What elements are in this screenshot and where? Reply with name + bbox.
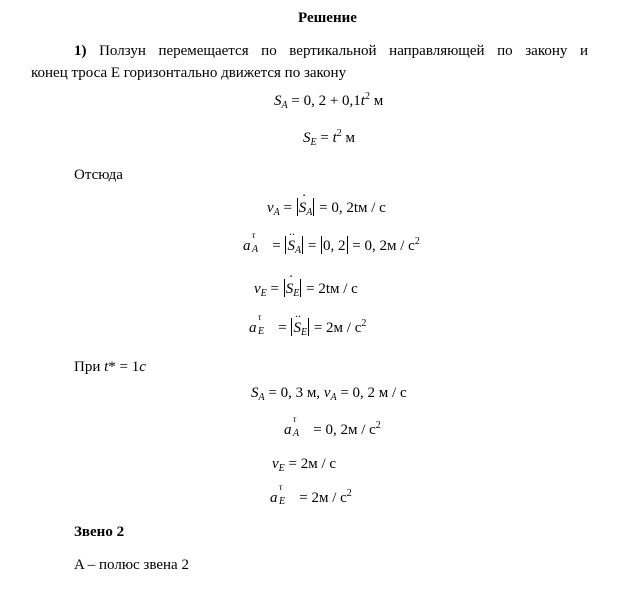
equation-se: $S_E = t^2$ м (303, 128, 355, 148)
values-aa: a τ A = 0, $2м / c^2$ (284, 414, 381, 439)
pri-line: При t* = 1c (74, 359, 146, 375)
equation-va: $v_A$ = · $S_A = 0$, 2tм / c (267, 198, 386, 217)
values-ve: $v_E = 2м / c$ (272, 456, 337, 474)
equation-ve: $v_E$ = · $S_E = 2tм / c$ (254, 279, 358, 298)
values-sa-va: $S_A = 0$, 3 м, $v_A = 0$, 2 м / c (251, 385, 407, 403)
equation-ae: a τ E = ·· $S_E = 2м / c^2$ (249, 318, 366, 337)
equation-sa: $S_A = 0$, $2 + 0,1t^2$ м (274, 91, 384, 111)
equation-aa: a τ A = ·· $S_A = 0$, 2 = 0, $2м / c^2$ (243, 236, 420, 255)
paragraph-text-1: Ползун перемещается по вертикальной направляющей по закону и (99, 43, 589, 59)
section-heading: Звено 2 (74, 524, 125, 540)
page-title: Решение (298, 10, 357, 26)
paragraph-line-2: конец троса E горизонтально движется по закону (31, 65, 347, 81)
section-note: A – полюс звена 2 (74, 557, 189, 573)
values-ae: a τ E = $2м / c^2$ (270, 482, 352, 507)
paragraph-line-1 (74, 40, 588, 62)
otsyuda-label: Отсюда (74, 167, 123, 183)
item-number: 1) (74, 43, 87, 59)
